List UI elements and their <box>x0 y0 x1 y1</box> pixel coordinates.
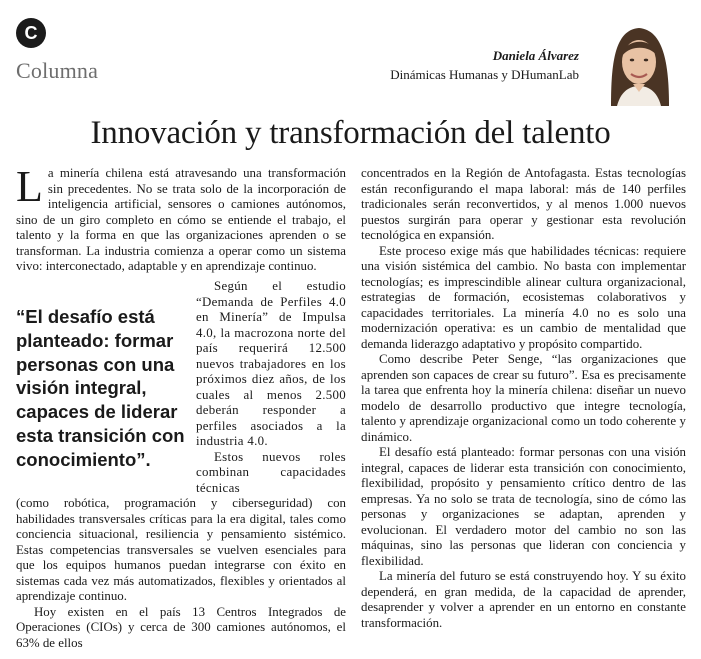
paragraph-antofagasta: concentrados en la Región de Antofagasta. Estas tecnologías están reconfigurando el mapa laboral: más de 140 perfiles tradicionales serán reconvertidos, y al menos 1.000 nuevos puestos surgirán para operar y gestionar esta revolución tecnológica en expansión. <box>361 166 686 242</box>
column-1-narrow <box>196 279 346 496</box>
paragraph-study: Según el estudio “Demanda de Perfiles 4.0 en Minería” de Impulsa 4.0, la macrozona norte del país requerirá 12.500 nuevos trabajadores en los próximos diez años, de los cuales al menos 2.500 deberán responder a perfiles asociados a la industria 4.0. <box>196 279 346 448</box>
paragraph-senge: Como describe Peter Senge, “las organizaciones que aprenden son capaces de crear su futuro”. Esa es precisamente la tarea que enfrenta hoy la minería chilena: diseñar un nuevo modelo de desarrollo productivo que integre tecnología, talento y aprendizaje organizacional como un todo coherente y dinámico. <box>361 352 686 444</box>
column-1-top <box>16 162 346 275</box>
author-name: Daniela Álvarez <box>492 48 579 63</box>
pull-quote: “El desafío está planteado: formar personas con una visión integral, capaces de liderar esta transición con conocimiento”. <box>16 306 185 470</box>
paragraph-challenge: El desafío está planteado: formar personas con una visión integral, capaces de liderar esta transición con conocimiento, flexibilidad, propósito y pensamiento crítico dentro de las empresas. Ya no solo se trata de tecnología, sino de cómo las personas y organizaciones se adaptan, aprenden y evolucionan. El verdadero motor del cambio no son las máquinas, sino las personas que lideran con conciencia y flexibilidad. <box>361 445 686 568</box>
headline: Innovación y transformación del talento <box>90 115 611 151</box>
author-organization: Dinámicas Humanas y DHumanLab <box>390 67 579 82</box>
column-1-bottom <box>16 496 346 651</box>
paragraph-future: La minería del futuro se está construyendo hoy. Y su éxito dependerá, en gran medida, de la capacidad de aprender, desaprender y volver a aprender en un entorno en constante transformación. <box>361 569 686 630</box>
author-block <box>390 48 579 83</box>
paragraph-intro: a minería chilena está atravesando una transformación sin precedentes. No se trata solo de la incorporación de inteligencia artificial, sensores o camiones autónomos, sino de un giro completo en cómo se entiende el trabajo, el talento y la forma en que las organizaciones aprenden o se transforman. La industria comienza a operar como un sistema vivo: interconectado, adaptable y en aprendizaje continuo. <box>16 166 346 273</box>
drop-cap: L <box>16 162 43 211</box>
paragraph-cios: Hoy existen en el país 13 Centros Integrados de Operaciones (CIOs) y cerca de 300 camiones autónomos, el 63% de ellos <box>16 604 346 650</box>
paragraph-process: Este proceso exige más que habilidades técnicas: requiere una visión sistémica del cambio. No basta con implementar tecnologías; es imprescindible alinear cultura organizacional, estrategias de formación, ecosistemas colaborativos y capacidades territoriales. La minería 4.0 no es solo una modernización operativa: es un cambio de mentalidad que demanda liderazgo adaptativo y propósito compartido. <box>361 243 686 351</box>
section-label: Columna <box>16 58 99 83</box>
column-header <box>0 0 701 110</box>
paragraph-roles-continued: (como robótica, programación y ciberseguridad) con habilidades transversales críticas para la era digital, tales como conciencia situacional, resiliencia y pensamiento sistémico. Estas competencias transversales se vuelven esenciales para que los equipos humanos puedan integrarse con éxito en sistemas cada vez más automatizados, flexibles y orientados al aprendizaje continuo. <box>16 496 346 603</box>
column-2 <box>361 166 686 631</box>
author-photo <box>603 22 675 106</box>
column-badge: C <box>16 18 46 48</box>
author-portrait-icon <box>603 22 675 106</box>
paragraph-roles-start: Estos nuevos roles combinan capacidades técnicas <box>196 449 346 495</box>
